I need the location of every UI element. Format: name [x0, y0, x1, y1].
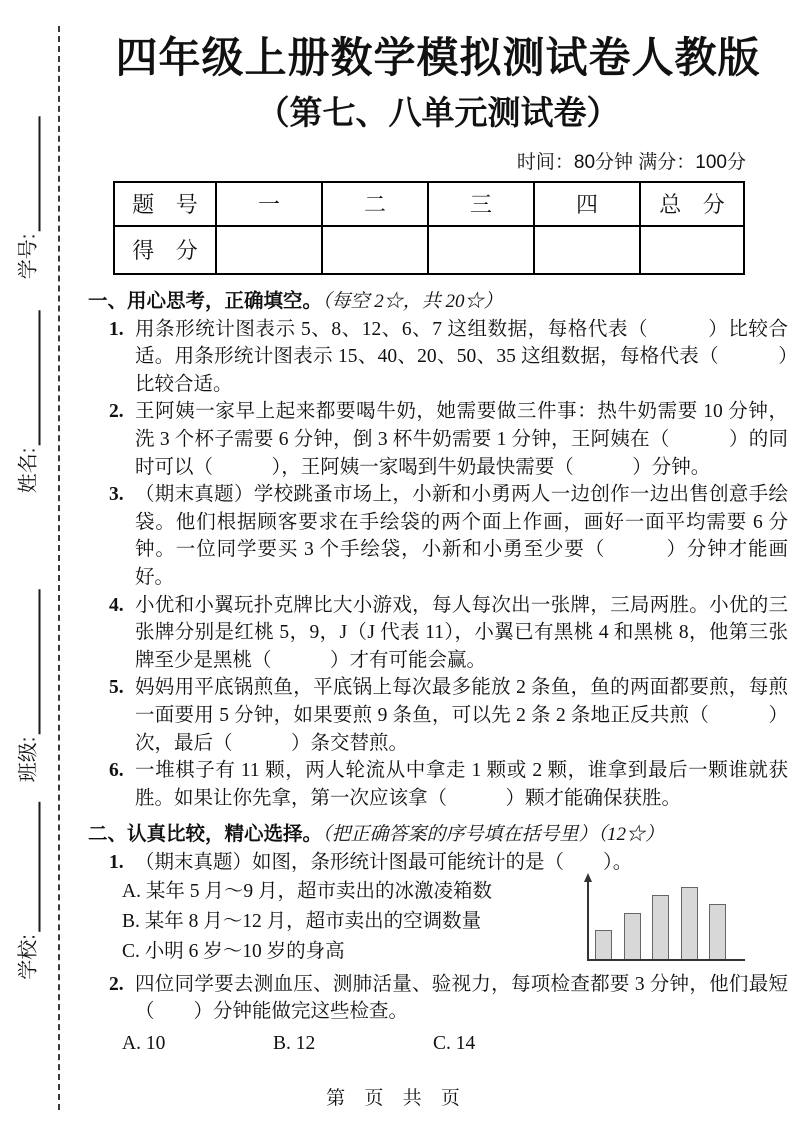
- paper-body: [88, 26, 788, 1059]
- score-table-header-one: 一: [216, 182, 322, 226]
- chart-bar: [709, 904, 726, 959]
- score-table-header-two: 二: [322, 182, 428, 226]
- item-number: 2.: [109, 973, 124, 995]
- chart-bar: [652, 895, 669, 959]
- fill-blank-item-5: [88, 674, 788, 757]
- item-number: 1.: [109, 318, 124, 340]
- question-text: （期末真题）如图，条形统计图最可能统计的是（ ）。: [135, 852, 633, 874]
- q1-option-a: A. 某年 5 月～9 月，超市卖出的冰激凌箱数: [122, 880, 492, 902]
- score-cell: [534, 226, 640, 274]
- fill-blank-item-6: [88, 757, 788, 812]
- page-footer: 第 页 共 页: [326, 1088, 467, 1109]
- score-table-header-four: 四: [534, 182, 640, 226]
- score-table-score-row: [114, 226, 744, 274]
- q2-option-c: C. 14: [433, 1033, 476, 1055]
- class-blank-line: [34, 590, 41, 735]
- chart-bar: [681, 887, 698, 959]
- student-name-label: 姓名:: [17, 447, 40, 494]
- choice-question-1: [88, 849, 788, 877]
- chart-y-axis: [587, 881, 589, 961]
- item-number: 6.: [109, 760, 124, 782]
- score-table: [113, 181, 745, 275]
- y-axis-arrow-icon: [584, 873, 592, 882]
- fill-blank-item-2: [88, 398, 788, 481]
- item-number: 2.: [109, 401, 124, 423]
- section1-title: 一、用心思考，正确填空。: [88, 289, 323, 312]
- bar-chart: [587, 869, 745, 961]
- fill-blank-item-4: [88, 592, 788, 675]
- item-text: 妈妈用平底锅煎鱼，平底锅上每次最多能放 2 条鱼，鱼的两面都要煎，每煎一面要用 5 分钟，如果要煎 9 条鱼，可以先 2 条 2 条地正反共煎（ ）次，最后（ ）条交替煎。: [135, 677, 788, 754]
- item-number: 1.: [109, 852, 124, 874]
- bar-chart-bars: [595, 887, 726, 959]
- section1-note: （每空 2☆，共 20☆）: [322, 290, 503, 312]
- student-info-sidebar: [0, 26, 60, 1110]
- school-label: 学校:: [17, 934, 40, 980]
- score-table-header-row: [114, 182, 744, 226]
- section2-note: （把正确答案的序号填在括号里）（12☆）: [322, 824, 665, 846]
- score-table-header-question: 题 号: [114, 182, 216, 226]
- paper-title: 四年级上册数学模拟测试卷人教版: [115, 34, 761, 81]
- time-and-score-info: 时间：80分钟 满分：100分: [516, 151, 746, 173]
- item-number: 5.: [109, 677, 124, 699]
- score-table-header-three: 三: [428, 182, 534, 226]
- fill-blank-item-1: [88, 316, 788, 399]
- chart-bar: [624, 913, 641, 959]
- score-cell: [216, 226, 322, 274]
- class-label: 班级:: [17, 736, 40, 783]
- item-number: 3.: [109, 484, 124, 506]
- student-name-blank-line: [34, 311, 41, 446]
- score-cell: [322, 226, 428, 274]
- section1-heading: [88, 287, 788, 316]
- choice-question-2: [88, 971, 788, 1026]
- student-number-blank-line: [34, 117, 41, 232]
- item-text: 小优和小翼玩扑克牌比大小游戏，每人每次出一张牌，三局两胜。小优的三张牌分别是红桃 5，9，J（J 代表 11），小翼已有黑桃 4 和黑桃 8，他第三张牌至少是黑桃（ ）才有可能会赢。: [135, 594, 788, 671]
- item-text: 王阿姨一家早上起来都要喝牛奶，她需要做三件事：热牛奶需要 10 分钟，洗 3 个杯子需要 6 分钟，倒 3 杯牛奶需要 1 分钟，王阿姨在（ ）的同时可以（ ），王阿姨一家喝到牛奶最快需要（ ）分钟。: [135, 401, 788, 478]
- school-blank-line: [34, 802, 41, 932]
- item-number: 4.: [109, 594, 124, 616]
- question-text: 四位同学要去测血压、测肺活量、验视力，每项检查都要 3 分钟，他们最短（ ）分钟能做完这些检查。: [135, 973, 788, 1023]
- score-cell: [428, 226, 534, 274]
- chart-x-axis: [587, 959, 745, 961]
- item-text: 一堆棋子有 11 颗，两人轮流从中拿走 1 颗或 2 颗，谁拿到最后一颗谁就获胜。如果让你先拿，第一次应该拿（ ）颗才能确保获胜。: [135, 760, 788, 809]
- score-cell: [640, 226, 744, 274]
- q1-option-c: C. 小明 6 岁～10 岁的身高: [122, 940, 345, 962]
- item-text: 用条形统计图表示 5、8、12、6、7 这组数据，每格代表（ ）比较合适。用条形统计图表示 15、40、20、50、35 这组数据，每格代表（ ）比较合适。: [135, 318, 788, 395]
- score-table-header-total: 总 分: [640, 182, 744, 226]
- q2-option-b: B. 12: [273, 1033, 316, 1055]
- q1-option-b: B. 某年 8 月～12 月，超市卖出的空调数量: [122, 910, 482, 932]
- chart-bar: [595, 930, 612, 959]
- paper-subtitle: （第七、八单元测试卷）: [256, 94, 620, 132]
- q2-option-a: A. 10: [122, 1033, 166, 1055]
- student-number-label: 学号:: [17, 233, 40, 280]
- section2-title: 二、认真比较，精心选择。: [88, 823, 323, 846]
- item-text: （期末真题）学校跳蚤市场上，小新和小勇两人一边创作一边出售创意手绘袋。他们根据顾客要求在手绘袋的两个面上作画，画好一面平均需要 6 分钟。一位同学要买 3 个手绘袋，小新和小勇至少要（ ）分钟才能画好。: [135, 484, 788, 588]
- section2-heading: [88, 820, 788, 849]
- score-row-label: 得 分: [114, 226, 216, 274]
- q2-options-row: [88, 1029, 788, 1059]
- fill-blank-item-3: [88, 481, 788, 591]
